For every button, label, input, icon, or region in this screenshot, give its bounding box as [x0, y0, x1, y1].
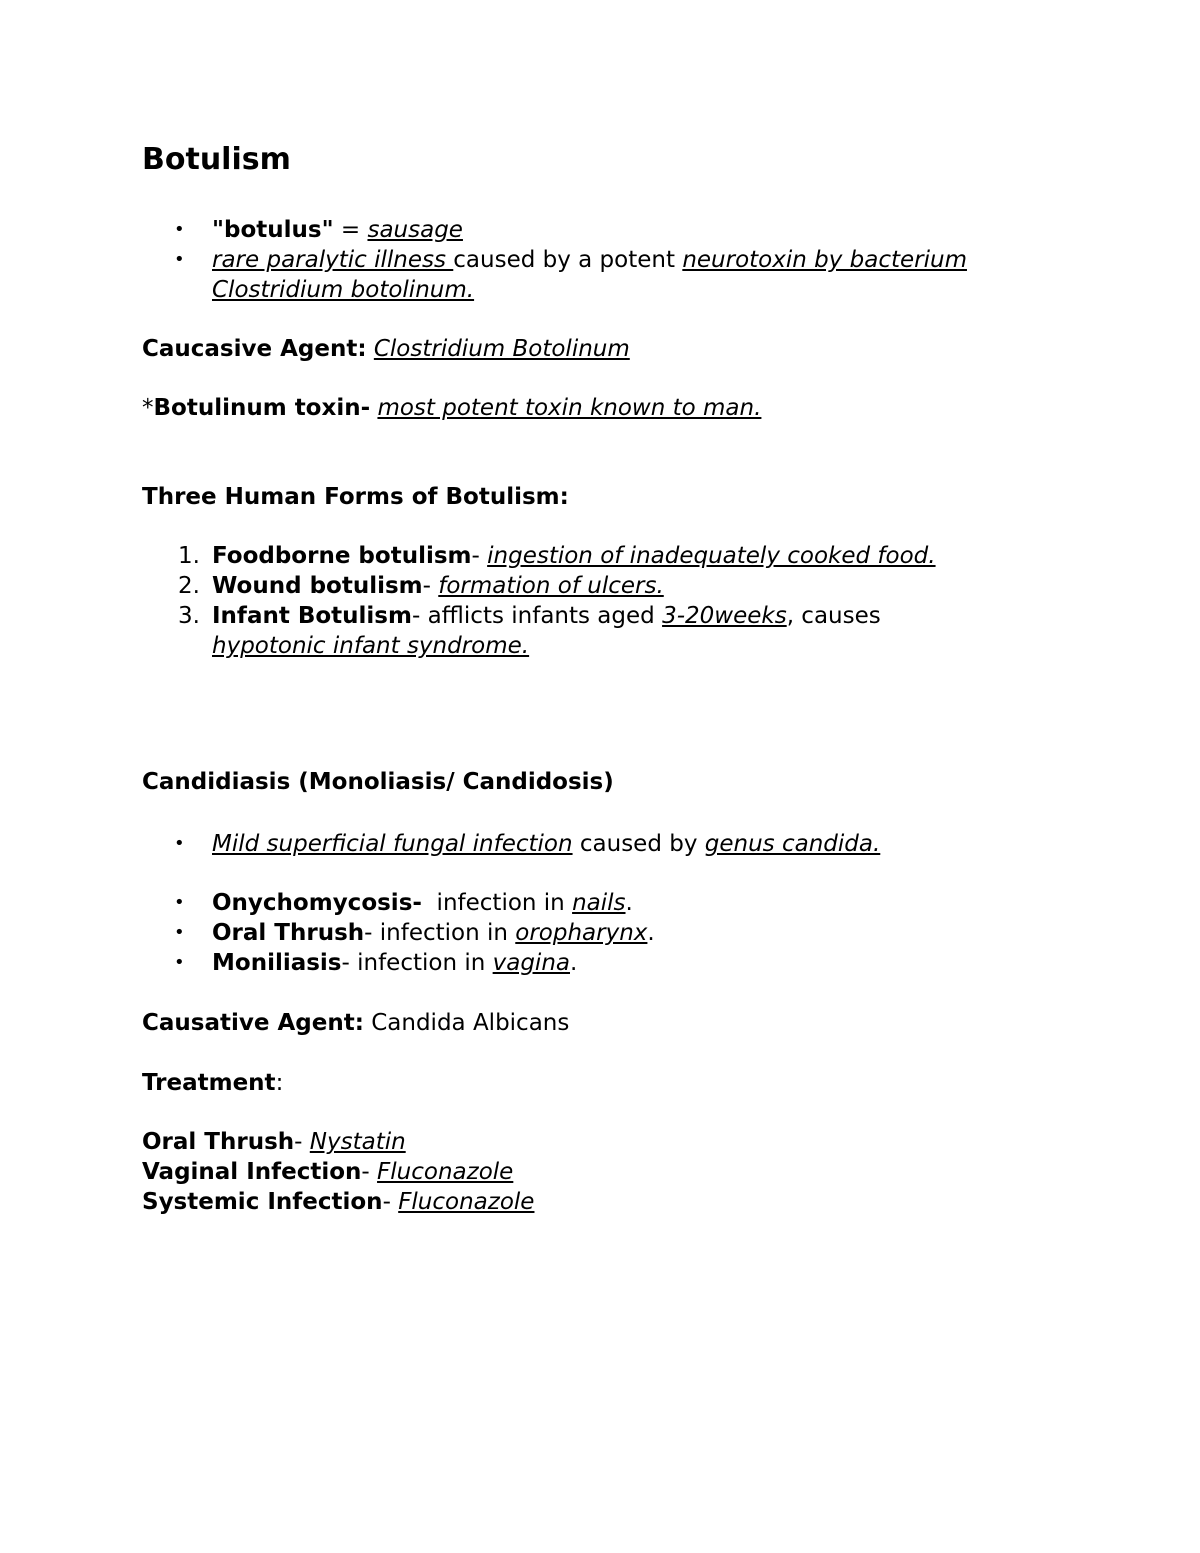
treatment-condition: Systemic Infection	[142, 1189, 383, 1215]
list-item	[142, 918, 655, 948]
treatment-sep: -	[382, 1189, 399, 1215]
form-value: 3-20weeks	[662, 603, 787, 629]
list-item	[142, 601, 936, 661]
list-number: 2.	[178, 573, 200, 599]
agent-label: Causative Agent:	[142, 1010, 364, 1036]
type-value: vagina	[492, 950, 570, 976]
botulism-title: Botulism	[142, 142, 291, 177]
type-value: oropharynx	[515, 920, 648, 946]
treatment-condition: Oral Thrush	[142, 1129, 295, 1155]
candidiasis-heading-text: Candidiasis (Monoliasis/ Candidosis)	[142, 769, 614, 795]
botulism-bullet-list	[142, 215, 967, 305]
equals-sign: =	[333, 217, 368, 243]
toxin-line	[142, 393, 761, 423]
botulism-agent-line	[142, 334, 630, 364]
caused-by-text: caused by a potent	[453, 247, 683, 273]
type-end: .	[625, 890, 633, 916]
treatment-list	[142, 1127, 534, 1217]
forms-heading	[142, 482, 569, 512]
list-item	[142, 829, 880, 859]
treatment-condition: Vaginal Infection	[142, 1159, 362, 1185]
botulus-term: "botulus"	[212, 217, 334, 243]
form-value: ingestion of inadequately cooked food.	[487, 543, 936, 569]
clostridium-text: Clostridium botolinum.	[212, 277, 475, 303]
list-item	[142, 541, 936, 571]
candidiasis-intro-list	[142, 829, 880, 859]
candidiasis-types-list	[142, 888, 655, 978]
agent-label: Caucasive Agent:	[142, 336, 367, 362]
form-sep: -	[422, 573, 439, 599]
list-item	[142, 215, 967, 245]
forms-heading-text: Three Human Forms of Botulism:	[142, 484, 569, 510]
list-number: 3.	[178, 603, 200, 629]
list-item	[142, 571, 936, 601]
treatment-drug: Fluconazole	[377, 1159, 514, 1185]
type-text: - infection in	[364, 920, 516, 946]
type-text: - infection in	[341, 950, 493, 976]
treatment-sep: -	[294, 1129, 310, 1155]
form-sep: -	[471, 543, 488, 569]
sausage-text: sausage	[367, 217, 463, 243]
type-value: nails	[572, 890, 626, 916]
form-sep: - afflicts infants aged	[411, 603, 663, 629]
form-after: , causes	[786, 603, 881, 629]
treatment-sep: -	[361, 1159, 378, 1185]
candidiasis-agent-line	[142, 1008, 569, 1038]
toxin-value: most potent toxin known to man.	[377, 395, 762, 421]
neurotoxin-text: neurotoxin by bacterium	[682, 247, 967, 273]
agent-value: Candida Albicans	[363, 1010, 570, 1036]
treatment-label: Treatment	[142, 1070, 276, 1096]
type-text: infection in	[421, 890, 573, 916]
treatment-drug: Nystatin	[309, 1129, 406, 1155]
treatment-drug: Fluconazole	[398, 1189, 535, 1215]
toxin-label: Botulinum toxin-	[153, 395, 371, 421]
treatment-row	[142, 1127, 534, 1157]
type-label: Onychomycosis-	[212, 890, 422, 916]
type-label: Oral Thrush	[212, 920, 365, 946]
list-item	[142, 245, 967, 305]
genus-text: genus candida.	[704, 831, 881, 857]
infection-text: Mild superficial fungal infection	[212, 831, 573, 857]
form-line2: hypotonic infant syndrome.	[212, 633, 530, 659]
treatment-heading	[142, 1068, 283, 1098]
type-label: Moniliasis	[212, 950, 342, 976]
candidiasis-heading	[142, 767, 614, 797]
treatment-row	[142, 1187, 534, 1217]
form-value: formation of ulcers.	[438, 573, 664, 599]
illness-text: rare paralytic illness	[212, 247, 454, 273]
form-label: Infant Botulism	[212, 603, 412, 629]
form-label: Wound botulism	[212, 573, 423, 599]
form-label: Foodborne botulism	[212, 543, 472, 569]
forms-list	[142, 541, 936, 661]
treatment-row	[142, 1157, 534, 1187]
asterisk: *	[142, 395, 154, 421]
treatment-colon: :	[275, 1070, 284, 1096]
list-number: 1.	[178, 543, 200, 569]
list-item	[142, 888, 655, 918]
type-end: .	[570, 950, 578, 976]
list-item	[142, 948, 655, 978]
caused-by-text: caused by	[572, 831, 705, 857]
type-end: .	[647, 920, 655, 946]
agent-value: Clostridium Botolinum	[373, 336, 630, 362]
